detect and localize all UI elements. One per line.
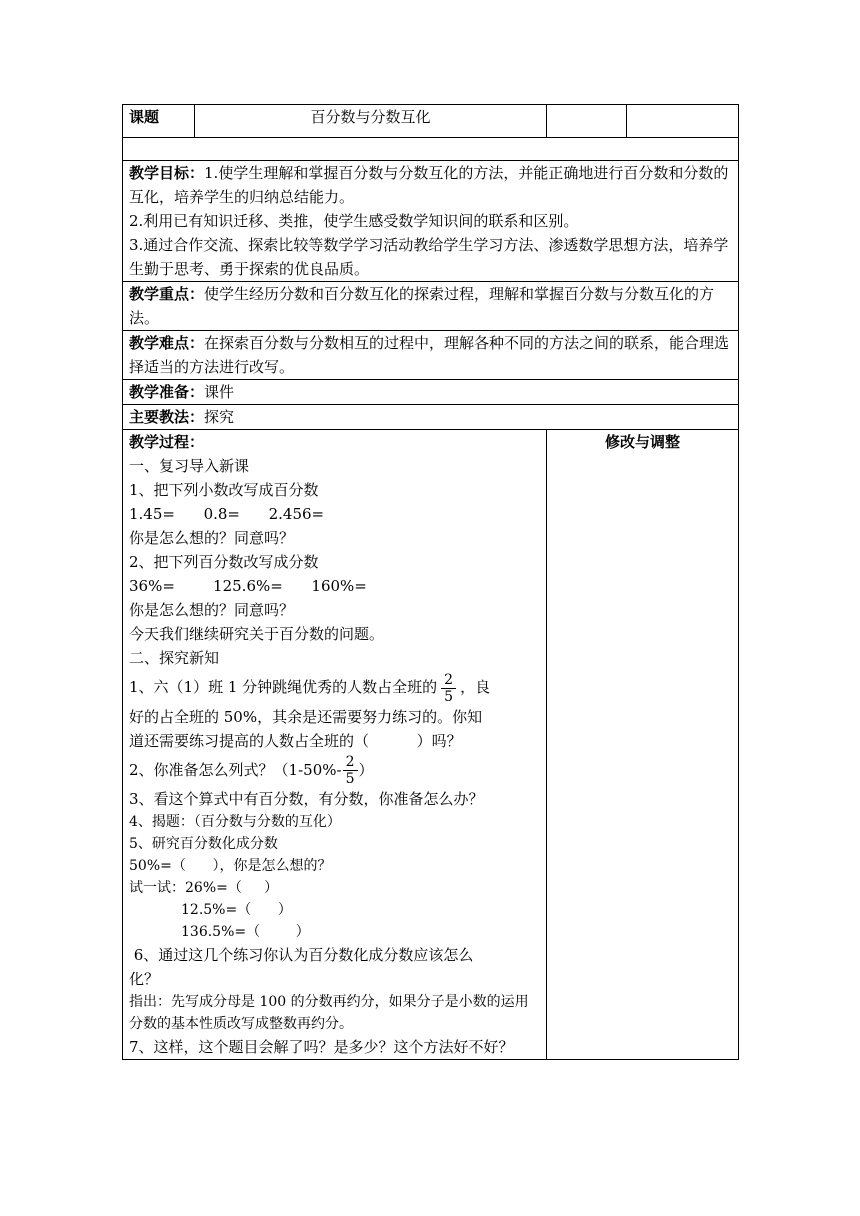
process-line: 1.45= 0.8= 2.456= — [129, 505, 325, 523]
method-cell — [123, 405, 739, 430]
process-line: 今天我们继续研究关于百分数的问题。 — [129, 625, 385, 643]
process-line: 好的占全班的 50%，其余是还需要努力练习的。你知 — [129, 707, 483, 726]
process-line — [129, 753, 540, 788]
topic-label: 课题 — [123, 105, 195, 138]
process-line: 你是怎么想的？同意吗？ — [129, 601, 295, 619]
fraction-numerator: 2 — [441, 672, 456, 689]
expression-text: 2、你准备怎么列式？（1-50%- — [129, 760, 342, 779]
fraction — [343, 754, 358, 787]
objective-2: 2.利用已有知识迁移、类推，使学生感受数学知识间的联系和区别。 — [129, 212, 579, 230]
problem-text: 1、六（1）班 1 分钟跳绳优秀的人数占全班的 — [129, 678, 438, 696]
key-points-cell — [123, 282, 739, 331]
process-line: 50%=（ ），你是怎么想的？ — [129, 858, 332, 874]
process-row — [123, 430, 739, 1060]
process-line: 5、研究百分数化成分数 — [129, 836, 278, 852]
fraction-numerator: 2 — [343, 754, 358, 771]
method-row — [123, 405, 739, 430]
objective-3: 3.通过合作交流、探索比较等数学学习活动教给学生学习方法、渗透数学思想方法，培养学生勤于思考、勇于探索的优良品质。 — [129, 236, 729, 278]
method-text: 探究 — [204, 408, 235, 426]
process-line: 136.5%=（ ） — [181, 924, 310, 940]
process-line: 试一试：26%=（ ） — [129, 880, 279, 896]
difficulties-row — [123, 331, 739, 380]
key-points-label: 教学重点： — [129, 285, 205, 303]
empty-row — [123, 138, 739, 161]
process-line: 36%= 125.6%= 160%= — [129, 577, 367, 595]
difficulties-text: 在探索百分数与分数相互的过程中，理解各种不同的方法之间的联系，能合理选择适当的方法进行改写。 — [129, 334, 730, 376]
preparation-label: 教学准备： — [129, 383, 205, 401]
objectives-row — [123, 161, 739, 282]
lesson-plan-table — [122, 104, 739, 1060]
blank-cell — [627, 105, 739, 138]
blank-cell — [547, 105, 627, 138]
process-line: 7、这样，这个题目会解了吗？是多少？这个方法好不好？ — [129, 1038, 514, 1056]
process-line: 1、把下列小数改写成百分数 — [129, 481, 319, 499]
process-line: 6、通过这几个练习你认为百分数化成分数应该怎么 — [129, 946, 474, 964]
adjust-cell — [547, 430, 739, 1060]
difficulties-cell — [123, 331, 739, 380]
process-cell — [123, 430, 547, 1060]
process-label: 教学过程： — [129, 433, 205, 451]
difficulties-label: 教学难点： — [129, 334, 205, 352]
process-line: 3、看这个算式中有百分数，有分数，你准备怎么办？ — [129, 790, 484, 808]
process-line — [129, 670, 540, 705]
key-points-text: 使学生经历分数和百分数互化的探索过程，理解和掌握百分数与分数互化的方法。 — [129, 285, 715, 327]
title-row — [123, 105, 739, 138]
process-line: 二、探究新知 — [129, 649, 220, 667]
method-label: 主要教法： — [129, 408, 205, 426]
objective-1: 1.使学生理解和掌握百分数与分数互化的方法，并能正确地进行百分数和分数的互化，培养学生的归纳总结能力。 — [129, 164, 729, 206]
problem-text: ，良 — [460, 678, 491, 696]
preparation-cell — [123, 380, 739, 405]
adjust-label: 修改与调整 — [604, 433, 680, 451]
process-line: 2、把下列百分数改写成分数 — [129, 553, 319, 571]
objectives-label: 教学目标： — [129, 164, 205, 182]
expression-text: ） — [358, 760, 374, 779]
process-line: 道还需要练习提高的人数占全班的（ ）吗？ — [129, 731, 462, 750]
process-line: 指出：先写成分母是 100 的分数再约分，如果分子是小数的运用分数的基本性质改写成整数再约分。 — [129, 994, 529, 1032]
process-line: 4、揭题：（百分数与分数的互化） — [129, 814, 341, 830]
process-line: 化？ — [129, 970, 160, 988]
process-line: 12.5%=（ ） — [181, 902, 292, 918]
preparation-row — [123, 380, 739, 405]
process-line: 你是怎么想的？同意吗？ — [129, 529, 295, 547]
process-line: 一、复习导入新课 — [129, 457, 250, 475]
fraction-denominator: 5 — [444, 688, 454, 705]
empty-cell — [123, 138, 739, 161]
objectives-cell — [123, 161, 739, 282]
preparation-text: 课件 — [204, 383, 235, 401]
key-points-row — [123, 282, 739, 331]
lesson-title: 百分数与分数互化 — [195, 105, 547, 138]
fraction-denominator: 5 — [345, 771, 355, 787]
fraction — [441, 672, 456, 705]
